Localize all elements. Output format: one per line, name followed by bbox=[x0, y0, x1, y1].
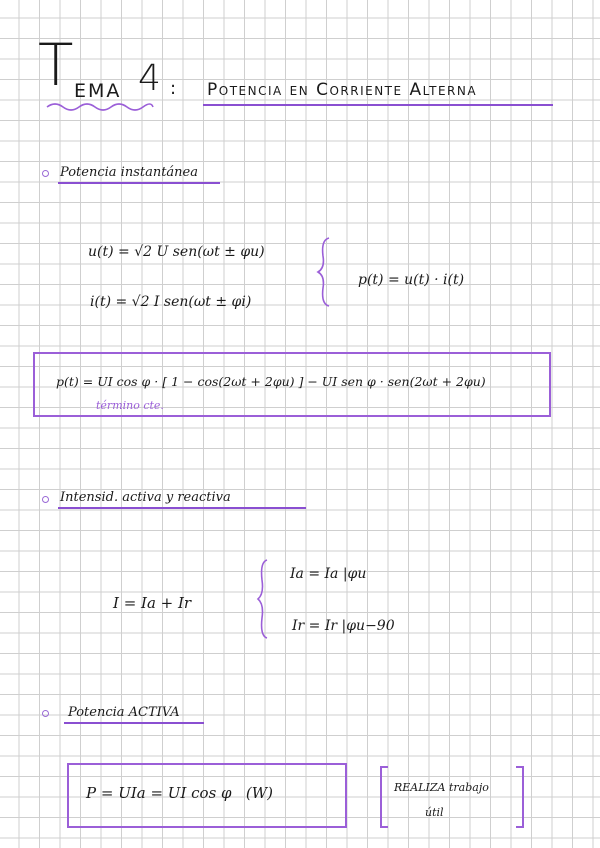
title-subtitle: Potencia en Corriente Alterna bbox=[207, 80, 478, 100]
section-heading-instantanea: Potencia instantánea bbox=[60, 165, 198, 180]
equation-current-sum: I = Ia + Ir bbox=[113, 594, 192, 612]
curly-brace bbox=[255, 558, 273, 640]
title-number: 4 bbox=[138, 58, 161, 99]
title-rest: EMA bbox=[74, 80, 122, 102]
equation-voltage: u(t) = √2 U sen(ωt ± φu) bbox=[88, 244, 265, 260]
heading-underline bbox=[58, 182, 220, 184]
equation-current: i(t) = √2 I sen(ωt ± φi) bbox=[90, 294, 252, 310]
note-bracket-left bbox=[380, 766, 388, 828]
useful-work-note-line1: REALIZA trabajo bbox=[394, 781, 489, 794]
heading-underline bbox=[58, 507, 306, 509]
bullet-icon bbox=[42, 496, 49, 503]
title-colon: : bbox=[170, 78, 177, 99]
useful-work-note-line2: útil bbox=[425, 806, 444, 819]
constant-term-note: término cte. bbox=[96, 399, 164, 412]
section-heading-intensidad: Intensid. activa y reactiva bbox=[60, 490, 231, 505]
active-power-equation: P = UIa = UI cos φ (W) bbox=[86, 784, 273, 802]
curly-brace bbox=[315, 236, 335, 308]
section-heading-activa: Potencia ACTIVA bbox=[68, 705, 180, 720]
instantaneous-power-equation: p(t) = UI cos φ · [ 1 − cos(2ωt + 2φu) ] − UI sen φ · sen(2ωt + 2φu) bbox=[56, 374, 486, 389]
bullet-icon bbox=[42, 710, 49, 717]
title-initial: T bbox=[38, 31, 74, 99]
note-bracket-right bbox=[516, 766, 524, 828]
title-wavy-underline bbox=[45, 100, 155, 114]
equation-active-current: Ia = Ia |φu bbox=[290, 566, 367, 582]
bullet-icon bbox=[42, 170, 49, 177]
heading-underline bbox=[64, 722, 204, 724]
subtitle-underline bbox=[203, 104, 553, 106]
equation-reactive-current: Ir = Ir |φu−90 bbox=[292, 618, 395, 634]
equation-power: p(t) = u(t) · i(t) bbox=[358, 272, 465, 288]
